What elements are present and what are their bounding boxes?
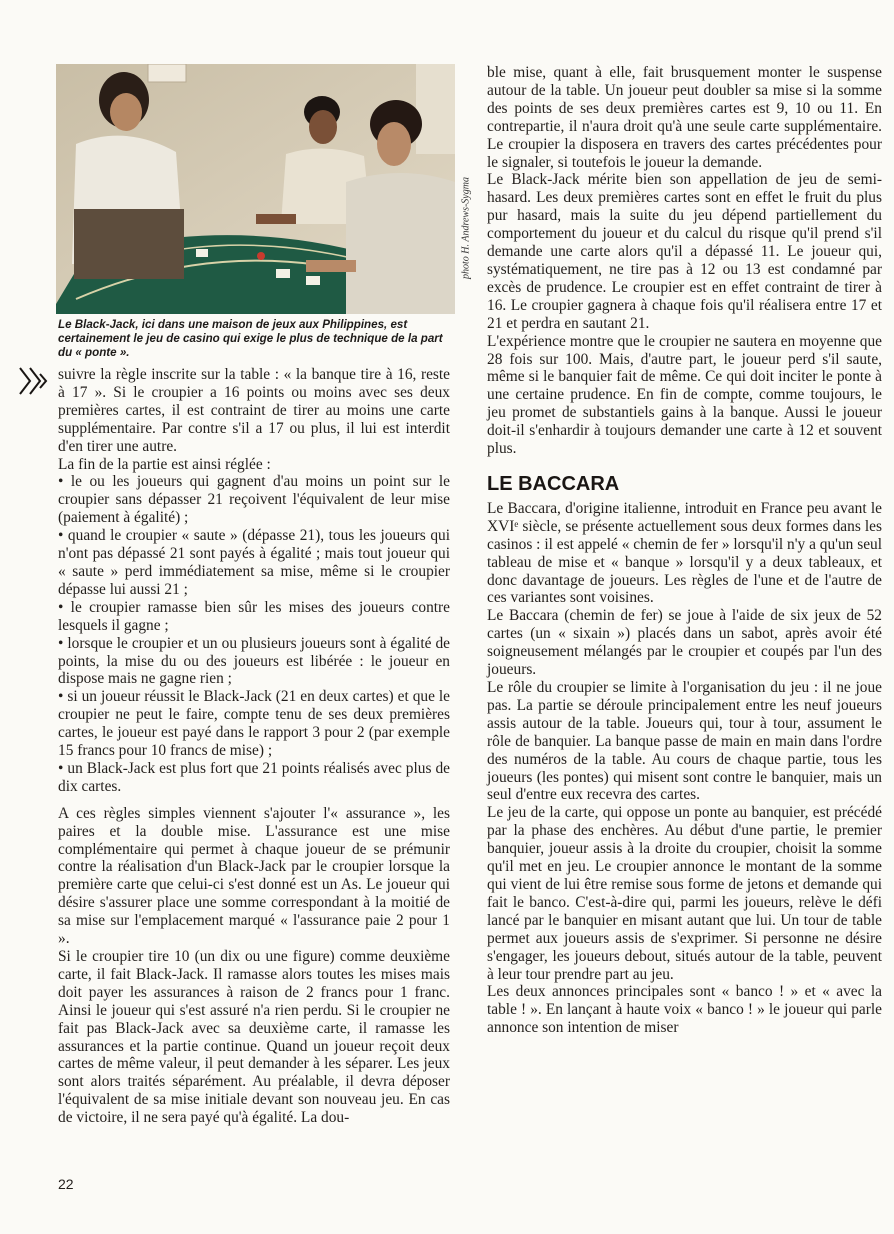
paragraph: Le rôle du croupier se limite à l'organisation du jeu : il ne joue pas. La partie se déroule principalement entre les neuf joueurs assis autour de la table. Joueurs qui, tour à tour, assument le rôle de banquier. La banque passe de main en main dans l'ordre des numéros de la table. Au cours de chaque partie, tous les joueurs (les pontes) qui misent sont contre le banquier, mais un seul d'entre eux recevra des cartes. bbox=[487, 679, 882, 804]
paragraph: Si le croupier tire 10 (un dix ou une figure) comme deuxième carte, il fait Black-Jack. Il ramasse alors toutes les mises mais doit payer les assurances à raison de 2 francs pour 1 franc. Ainsi le joueur qui s'est assuré n'a rien perdu. Si le croupier ne fait pas Black-Jack avec sa deuxième carte, il ramasse les assurances et la partie continue. Quand un joueur reçoit deux cartes de même valeur, il peut demander à les séparer. Les jeux sont alors traités séparément. Au préalable, il devra déposer l'équivalent de sa mise initiale devant son nouveau jeu. En cas de victoire, il ne sera payé qu'à égalité. La dou- bbox=[58, 948, 450, 1127]
paragraph: Le Baccara (chemin de fer) se joue à l'aide de six jeux de 52 cartes (un « sixain ») placés dans un sabot, après avoir été soigneusement mélangés par le croupier et coupés par l'un des joueurs. bbox=[487, 607, 882, 679]
list-item: • le croupier ramasse bien sûr les mises des joueurs contre lesquels il gagne ; bbox=[58, 598, 450, 634]
left-column bbox=[58, 366, 450, 1127]
paragraph: A ces règles simples viennent s'ajouter l'« assurance », les paires et la double mise. L'assurance est une mise complémentaire qui permet à chaque joueur de se prémunir contre la réalisation d'un Black-Jack par le croupier lorsque la première carte que celui-ci s'est donné est un As. Le joueur qui désire s'assurer place une somme correspondant à la moitié de sa mise sur l'emplacement marqué « l'assurance paie 2 pour 1 ». bbox=[58, 804, 450, 948]
paragraph: Le jeu de la carte, qui oppose un ponte au banquier, est précédé par la phase des enchères. Au début d'une partie, le premier banquier, joueur assis à la droite du croupier, choisit la somme qu'il met en jeu. Le croupier annonce le montant de la somme qui vient de lui être remise sous forme de jetons et demande qui fait le banco. C'est-à-dire qui, parmi les joueurs, relève le défi lancé par le banquier en misant autant que lui. Un tour de table permet aux joueurs assis de s'exprimer. Si personne ne désire s'engager, les joueurs debout, situés autour de la table, peuvent à leur tour prendre part au jeu. bbox=[487, 804, 882, 983]
paragraph: ble mise, quant à elle, fait brusquement monter le suspense autour de la table. Un joueur peut doubler sa mise si la somme des points de ses deux premières cartes est 9, 10 ou 11. En contrepartie, il n'aura droit qu'à une seule carte supplémentaire. Le croupier la disposera en travers des cartes précédentes pour le signaler, si toutefois le joueur la demande. bbox=[487, 64, 882, 171]
list-item: • lorsque le croupier et un ou plusieurs joueurs sont à égalité de points, la mise du ou des joueurs est libérée : le joueur en dispose mais ne gagne rien ; bbox=[58, 634, 450, 688]
section-heading: LE BACCARA bbox=[487, 472, 620, 495]
paragraph: Le Black-Jack mérite bien son appellation de jeu de semi-hasard. Les deux premières cartes sont en effet le fruit du plus pur hasard, mais la suite du jeu dépend partiellement du comportement du joueur et du calcul du risque qu'il prend s'il demande une carte alors qu'il a dépassé 11. Le joueur qui, systématiquement, ne tire pas à 12 ou 13 est condamné par excès de prudence. Le croupier est en effet contraint de tirer à 16. Le croupier gagnera à chaque fois qu'il réalisera entre 17 et 21 et perdra en sautant 21. bbox=[487, 171, 882, 332]
list-item: • si un joueur réussit le Black-Jack (21 en deux cartes) et que le croupier ne peut le faire, compte tenu de ses deux premières cartes, le joueur est payé dans le rapport 3 pour 2 (par exemple 15 francs pour 10 francs de mise) ; bbox=[58, 688, 450, 760]
blackjack-table-illustration bbox=[56, 64, 455, 314]
continued-arrow-icon bbox=[18, 366, 50, 396]
paragraph: Les deux annonces principales sont « banco ! » et « avec la table ! ». En lançant à haute voix « banco ! » le joueur qui parle annonce son intention de miser bbox=[487, 983, 882, 1037]
right-column bbox=[487, 64, 882, 1037]
paragraph: Le Baccara, d'origine italienne, introduit en France peu avant le XVIᵉ siècle, se présente actuellement sous deux formes dans les casinos : il est appelé « chemin de fer » lorsqu'il n'y a qu'un seul tableau de mise et « banque » lorsqu'il y a deux tableaux, et donc davantage de joueurs. Les règles de l'une et de l'autre de ces variantes sont voisines. bbox=[487, 499, 882, 607]
list-item: • quand le croupier « saute » (dépasse 21), tous les joueurs qui n'ont pas dépassé 21 sont payés à égalité ; mais tout joueur qui « saute » perd immédiatement sa mise, même si le croupier dépasse lui aussi 21 ; bbox=[58, 527, 450, 598]
list-item: • un Black-Jack est plus fort que 21 points réalisés avec plus de dix cartes. bbox=[58, 759, 450, 795]
photo-credit-text: photo H. Andrews-Sygma bbox=[460, 177, 472, 279]
paragraph: suivre la règle inscrite sur la table : « la banque tire à 16, reste à 17 ». Si le croupier a 16 points ou moins avec ses deux premières cartes, il est contraint de tirer au moins une carte supplémentaire. Par contre s'il a 17 ou plus, il lui est interdit d'en tirer une autre. bbox=[58, 366, 450, 455]
casino-photo bbox=[56, 64, 455, 314]
paragraph: L'expérience montre que le croupier ne sautera en moyenne que 28 fois sur 100. Mais, d'autre part, le joueur perd s'il saute, même si le banquier fait de même. Ce qui doit inciter le ponte à une certaine prudence. En fin de compte, comme toujours, le jeu promet de substantiels gains à la banque. Aussi le joueur doit-il s'enhardir à toujours demander une carte à 12 et souvent plus. bbox=[487, 332, 882, 458]
page-number: 22 bbox=[58, 1176, 74, 1192]
photo-caption: Le Black-Jack, ici dans une maison de jeux aux Philippines, est certainement le jeu de casino qui exige le plus de technique de la part du « ponte ». bbox=[58, 318, 443, 359]
paragraph: La fin de la partie est ainsi réglée : bbox=[58, 455, 271, 473]
list-item: • le ou les joueurs qui gagnent d'au moins un point sur le croupier sans dépasser 21 reçoivent l'équivalent de leur mise (paiement à égalité) ; bbox=[58, 473, 450, 527]
photo-credit bbox=[459, 128, 473, 328]
